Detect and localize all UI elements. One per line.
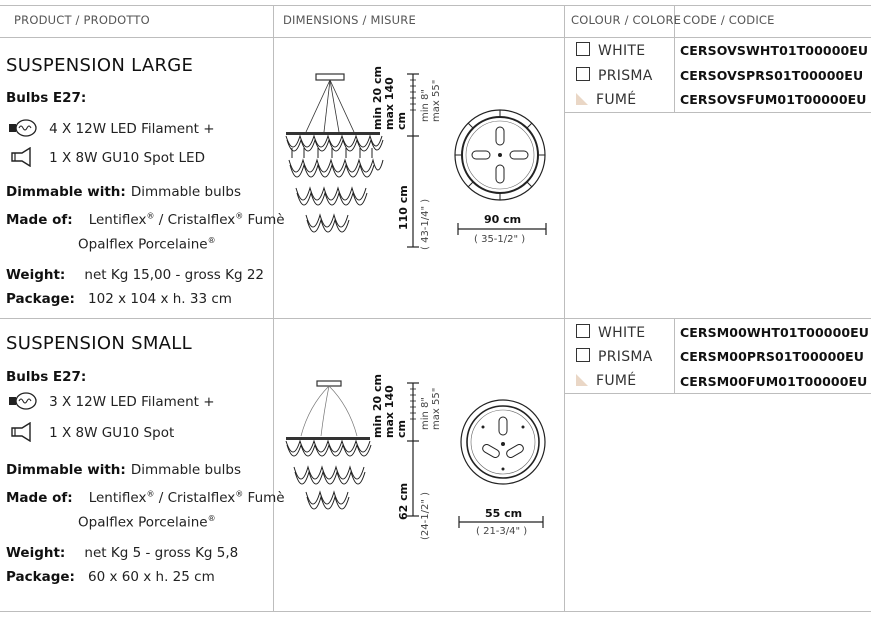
dim-inch-small — [420, 370, 442, 430]
bulb-row-1-small — [6, 391, 215, 411]
dim-min-label: min 20 cm — [371, 65, 384, 130]
colour-name: FUMÉ — [596, 92, 637, 108]
header-bottom-rule — [0, 37, 871, 38]
bulb-spec-1-small: 3 X 12W LED Filament + — [49, 394, 215, 410]
made-of-row-large — [6, 209, 285, 228]
weight-label-large: Weight: — [6, 267, 66, 283]
material-line-2-large — [78, 236, 216, 253]
material-cristalflex: / Cristalflex — [154, 490, 236, 506]
bulb-spec-2-large: 1 X 8W GU10 Spot LED — [49, 150, 205, 166]
product-title-small: SUSPENSION SMALL — [6, 333, 192, 354]
bulb-row-1-large — [6, 118, 215, 138]
dimmable-value-small: Dimmable bulbs — [130, 462, 242, 478]
package-row-small — [6, 566, 215, 585]
dim-max-inch-label: max 55" — [431, 79, 442, 122]
lamp-drawing-small — [284, 377, 374, 527]
column-divider-2 — [564, 5, 565, 612]
bulb-spec-1-large: 4 X 12W LED Filament + — [49, 121, 215, 137]
dim-max-inch-label: max 55" — [431, 387, 442, 430]
header-code: CODE / CODICE — [683, 13, 775, 27]
width-inch-large: ( 35-1/2" ) — [474, 234, 526, 245]
dimmable-label-large: Dimmable with: — [6, 184, 126, 200]
material-opalflex: Opalflex Porcelaine — [78, 236, 208, 253]
colour-name: PRISMA — [598, 349, 653, 365]
column-divider-1 — [273, 5, 274, 612]
package-value-small: 60 x 60 x h. 25 cm — [88, 569, 215, 585]
checkbox-white-large[interactable] — [576, 42, 590, 56]
code-prisma-small: CERSM00PRS01T00000EU — [680, 349, 865, 364]
filament-bulb-icon — [6, 118, 38, 138]
product-title-large: SUSPENSION LARGE — [6, 55, 194, 76]
registered-mark: ® — [207, 236, 216, 245]
gu10-spot-icon — [6, 422, 38, 442]
header-top-rule — [0, 5, 871, 6]
made-of-label-small: Made of: — [6, 490, 73, 506]
header-colour: COLOUR / COLORE — [571, 13, 682, 27]
colour-name: WHITE — [598, 43, 646, 59]
dimmable-row-large — [6, 181, 241, 200]
colour-option-fume-small[interactable] — [576, 373, 636, 389]
registered-mark: ® — [146, 211, 155, 221]
material-lentiflex: Lentiflex — [88, 212, 147, 228]
column-divider-3c — [674, 318, 675, 393]
colour-row-end-small — [564, 393, 871, 394]
weight-row-small — [6, 542, 238, 561]
colour-option-white-small[interactable] — [576, 324, 645, 341]
made-of-label-large: Made of: — [6, 212, 73, 228]
colour-option-prisma-small[interactable] — [576, 348, 653, 365]
column-divider-3b — [674, 37, 675, 112]
registered-mark: ® — [146, 489, 155, 499]
code-fume-large: CERSOVSFUM01T00000EU — [680, 92, 867, 107]
package-label-small: Package: — [6, 569, 75, 585]
material-line-1-small — [89, 490, 285, 506]
dim-max-label: max 140 cm — [383, 77, 408, 130]
gu10-spot-icon — [6, 147, 38, 167]
filament-bulb-icon — [6, 391, 38, 411]
section-divider — [0, 318, 871, 319]
top-view-small — [458, 397, 548, 487]
material-fume: Fumè — [243, 212, 285, 228]
material-line-1-large — [89, 212, 285, 228]
height-label-small: 62 cm — [397, 482, 410, 520]
table-bottom-rule — [0, 611, 871, 612]
code-white-large: CERSOVSWHT01T00000EU — [680, 43, 869, 58]
height-inch-large: ( 43-1/4" ) — [420, 198, 431, 250]
dim-min-inch-label: min 8" — [420, 397, 431, 430]
registered-mark: ® — [235, 211, 244, 221]
dimmable-label-small: Dimmable with: — [6, 462, 126, 478]
colour-name: PRISMA — [598, 68, 653, 84]
fume-swatch-large — [576, 93, 588, 105]
colour-option-prisma-large[interactable] — [576, 67, 653, 84]
height-label-large: 110 cm — [397, 185, 410, 230]
bulbs-label-small: Bulbs E27: — [6, 369, 87, 385]
width-inch-small: ( 21-3/4" ) — [476, 526, 528, 537]
header-dimensions: DIMENSIONS / MISURE — [283, 13, 416, 27]
checkbox-prisma-large[interactable] — [576, 67, 590, 81]
dim-max-label: max 140 cm — [383, 385, 408, 438]
bulb-row-2-large — [6, 147, 205, 167]
dim-inch-large — [420, 62, 442, 122]
package-label-large: Package: — [6, 291, 75, 307]
made-of-row-small — [6, 487, 285, 506]
checkbox-prisma-small[interactable] — [576, 348, 590, 362]
material-fume: Fumè — [243, 490, 285, 506]
checkbox-white-small[interactable] — [576, 324, 590, 338]
bulb-spec-2-small: 1 X 8W GU10 Spot — [49, 425, 175, 441]
width-label-small: 55 cm — [485, 507, 523, 520]
bulbs-label-large: Bulbs E27: — [6, 90, 87, 106]
top-view-large — [452, 107, 548, 203]
material-opalflex: Opalflex Porcelaine — [78, 514, 208, 531]
header-product: PRODUCT / PRODOTTO — [14, 13, 150, 27]
width-label-large: 90 cm — [484, 213, 522, 226]
bulb-row-2-small — [6, 422, 174, 442]
colour-row-end-large — [564, 112, 871, 113]
material-line-2-small — [78, 514, 216, 531]
material-cristalflex: / Cristalflex — [154, 212, 236, 228]
code-white-small: CERSM00WHT01T00000EU — [680, 325, 870, 340]
weight-label-small: Weight: — [6, 545, 66, 561]
dim-min-label: min 20 cm — [371, 373, 384, 438]
dim-min-max-large — [372, 60, 408, 130]
colour-option-white-large[interactable] — [576, 42, 645, 59]
code-fume-small: CERSM00FUM01T00000EU — [680, 374, 868, 389]
code-prisma-large: CERSOVSPRS01T00000EU — [680, 68, 864, 83]
weight-value-large: net Kg 15,00 - gross Kg 22 — [84, 267, 265, 283]
dimmable-value-large: Dimmable bulbs — [130, 184, 242, 200]
height-inch-small: (24-1/2" ) — [420, 491, 431, 540]
weight-row-large — [6, 264, 264, 283]
package-value-large: 102 x 104 x h. 33 cm — [88, 291, 232, 307]
fume-swatch-small — [576, 374, 588, 386]
colour-option-fume-large[interactable] — [576, 92, 636, 108]
colour-name: WHITE — [598, 325, 646, 341]
dimmable-row-small — [6, 459, 241, 478]
lamp-drawing-large — [284, 70, 384, 255]
registered-mark: ® — [207, 514, 216, 523]
dim-min-max-small — [372, 368, 408, 438]
dim-min-inch-label: min 8" — [420, 89, 431, 122]
colour-name: FUMÉ — [596, 373, 637, 389]
material-lentiflex: Lentiflex — [88, 490, 147, 506]
weight-value-small: net Kg 5 - gross Kg 5,8 — [84, 545, 239, 561]
package-row-large — [6, 288, 232, 307]
registered-mark: ® — [235, 489, 244, 499]
